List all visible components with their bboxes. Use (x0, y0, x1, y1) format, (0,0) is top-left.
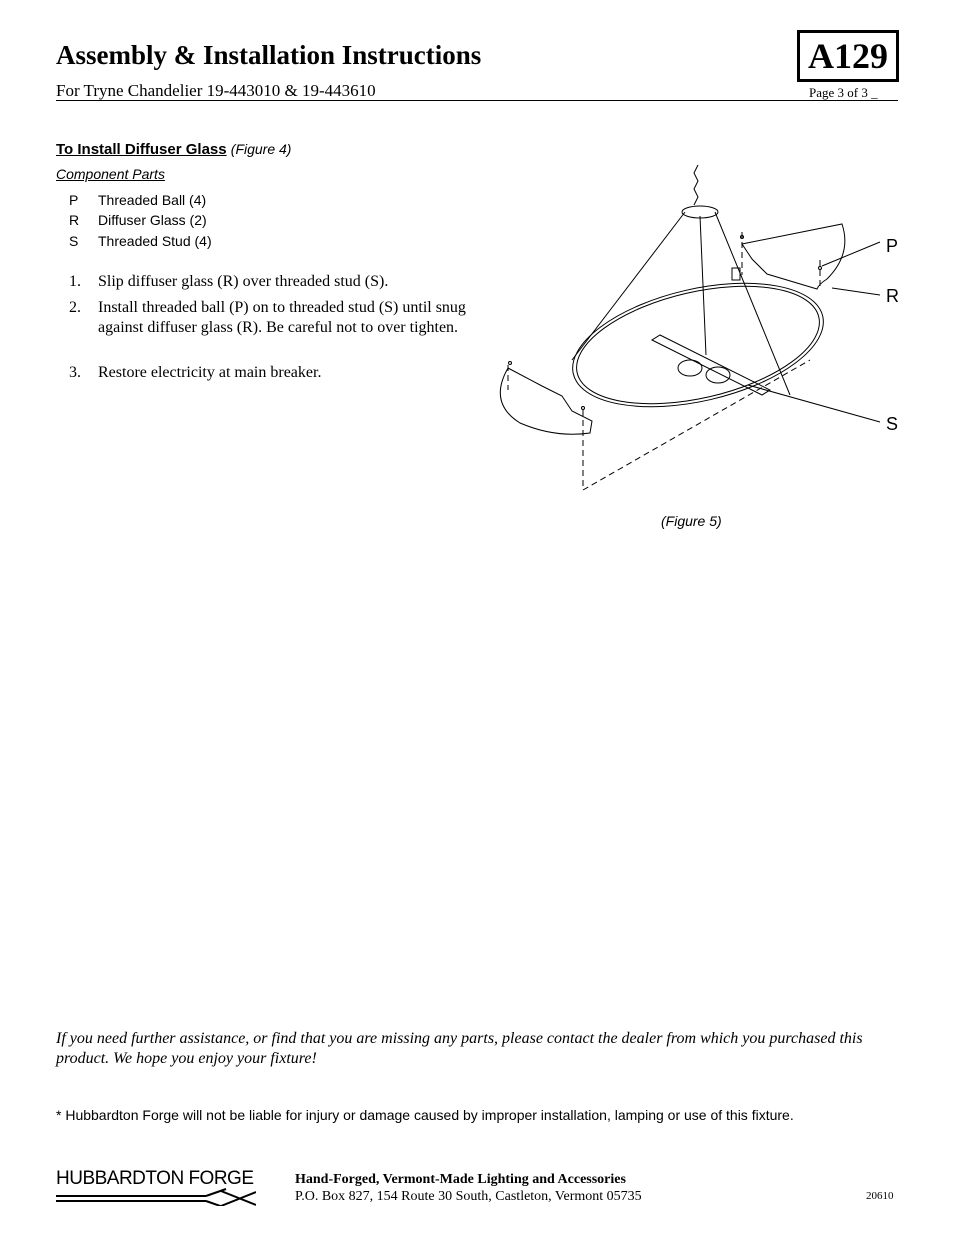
section-figure-ref: (Figure 4) (230, 141, 292, 157)
part-label: Threaded Ball (4) (98, 192, 207, 208)
callout-r: R (886, 286, 899, 306)
instruction-step (69, 272, 469, 292)
callout-p: P (886, 236, 899, 256)
section-title: To Install Diffuser Glass (56, 141, 227, 158)
document-title: Assembly & Installation Instructions (56, 40, 482, 70)
part-row (69, 212, 207, 228)
tongs-icon (56, 1188, 256, 1206)
instruction-code-box: A129 (797, 30, 899, 82)
instruction-step (69, 298, 469, 338)
step-text: Restore electricity at main breaker. (98, 364, 322, 381)
part-key: S (69, 233, 79, 249)
instruction-step (69, 363, 469, 383)
hubbardton-forge-logo (56, 1168, 266, 1210)
part-key: P (69, 192, 79, 208)
figure-caption: (Figure 5) (661, 513, 722, 529)
company-address: P.O. Box 827, 154 Route 30 South, Castleton, Vermont 05735 (295, 1189, 642, 1204)
diffuser-glass-right (742, 224, 845, 289)
diffuser-installation-diagram (480, 160, 910, 500)
step-text: Install threaded ball (P) on to threaded stud (S) until snug against diffuser glass (R). Be careful not to over tighten. (98, 299, 466, 336)
component-parts-heading: Component Parts (56, 166, 165, 182)
company-tagline: Hand-Forged, Vermont-Made Lighting and Accessories (295, 1172, 626, 1187)
part-row (69, 192, 206, 208)
document-subtitle: For Tryne Chandelier 19-443010 & 19-443610 (56, 81, 376, 100)
assistance-note: If you need further assistance, or find that you are missing any parts, please contact the dealer from which you purchased this product. We hope you enjoy your fixture! (56, 1030, 863, 1067)
document-number: 20610 (866, 1190, 894, 1202)
step-number: 1. (69, 273, 81, 290)
step-text: Slip diffuser glass (R) over threaded stud (S). (98, 273, 389, 290)
liability-disclaimer: * Hubbardton Forge will not be liable for injury or damage caused by improper installation, lamping or use of this fixture. (56, 1107, 794, 1123)
page-number: Page 3 of 3 _ (809, 85, 878, 100)
step-number: 2. (69, 299, 81, 316)
logo-wordmark: HUBBARDTON FORGE (56, 1168, 254, 1189)
part-row (69, 233, 212, 249)
section-heading (56, 141, 291, 158)
ring (561, 262, 836, 429)
part-label: Diffuser Glass (2) (98, 212, 207, 228)
header-rule (56, 100, 898, 101)
part-key: R (69, 212, 80, 228)
part-label: Threaded Stud (4) (98, 233, 212, 249)
step-number: 3. (69, 364, 81, 381)
callout-s: S (886, 414, 899, 434)
diffuser-glass-left (500, 368, 592, 434)
chain (694, 165, 698, 205)
